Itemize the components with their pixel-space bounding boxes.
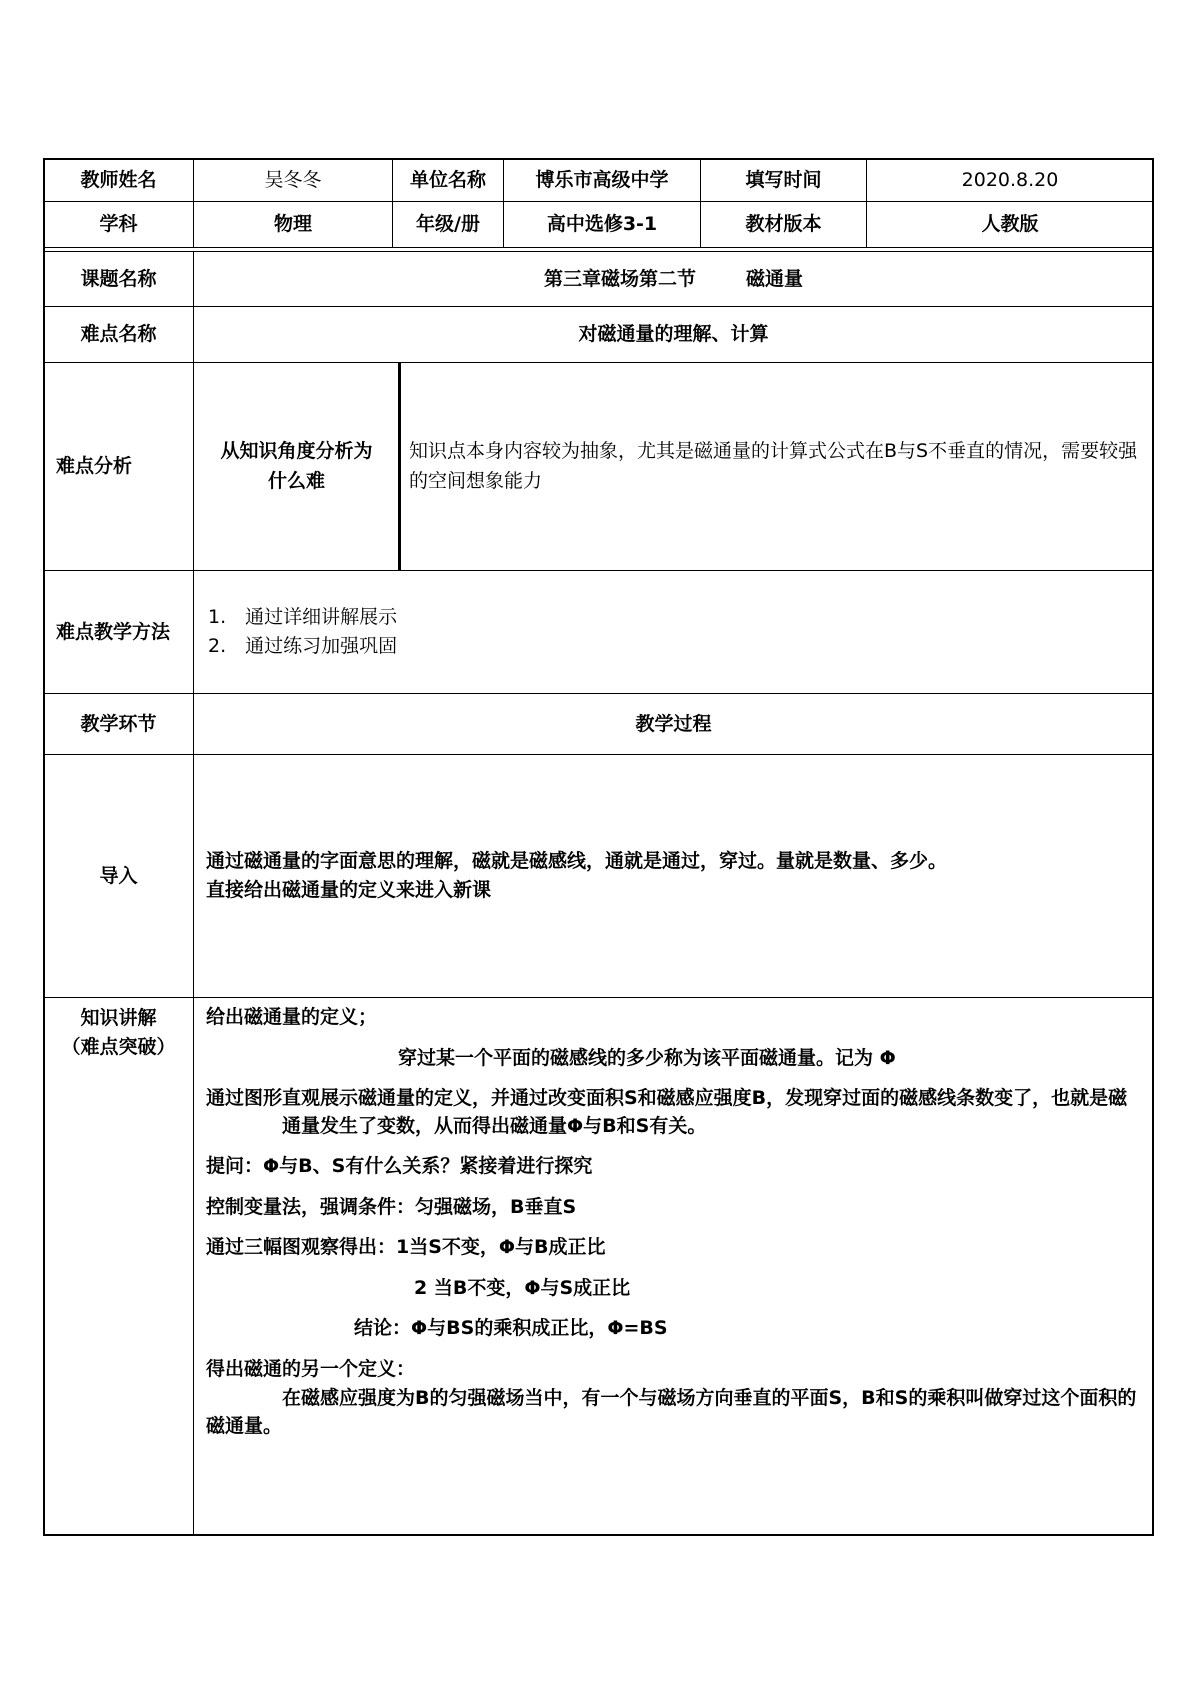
analysis-label xyxy=(43,362,194,571)
lecture-content xyxy=(193,997,1154,1536)
lecture-p10: 在磁感应强度为B的匀强磁场当中，有一个与磁场方向垂直的平面S，B和S的乘积叫做穿过这个面积的磁通量。 xyxy=(206,1387,1137,1438)
date-value: 2020.8.20 xyxy=(866,158,1154,202)
teacher-value: 吴冬冬 xyxy=(193,158,393,202)
unit-label: 单位名称 xyxy=(392,158,504,202)
lecture-label xyxy=(43,997,194,1536)
intro-line-1: 通过磁通量的字面意思的理解，磁就是磁感线，通就是通过，穿过。量就是数量、多少。 xyxy=(206,849,948,872)
date-label: 填写时间 xyxy=(700,158,867,202)
lecture-p4: 提问：Φ与B、S有什么关系？紧接着进行探究 xyxy=(206,1155,593,1178)
lecture-label-line-1: 知识讲解 xyxy=(80,1007,157,1029)
method-label xyxy=(43,570,194,694)
topic-chapter: 第三章磁场第二节 xyxy=(543,267,696,290)
intro-line-2: 直接给出磁通量的定义来进入新课 xyxy=(206,879,492,901)
process-header-value: 教学过程 xyxy=(193,693,1154,755)
analysis-text-content: 知识点本身内容较为抽象，尤其是磁通量的计算式公式在B与S不垂直的情况，需要较强的空间想象能力 xyxy=(409,440,1138,492)
edition-value: 人教版 xyxy=(866,201,1154,248)
intro-content xyxy=(193,754,1154,998)
teacher-label: 教师姓名 xyxy=(43,158,194,202)
subject-value: 物理 xyxy=(193,201,393,248)
grade-value: 高中选修3-1 xyxy=(503,201,701,248)
lecture-p2: 穿过某一个平面的磁感线的多少称为该平面磁通量。记为 Φ xyxy=(398,1046,896,1069)
lecture-label-line-2: （难点突破） xyxy=(61,1035,176,1058)
difficulty-value: 对磁通量的理解、计算 xyxy=(193,306,1154,363)
lecture-p5: 控制变量法，强调条件：匀强磁场，B垂直S xyxy=(206,1195,577,1218)
unit-value: 博乐市高级中学 xyxy=(503,158,701,202)
lecture-p3: 通过图形直观展示磁通量的定义，并通过改变面积S和磁感应强度B，发现穿过面的磁感线条数变了，也就是磁通量发生了变数，从而得出磁通量Φ与B和S有关。 xyxy=(206,1087,1128,1137)
lecture-p7: 2 当B不变，Φ与S成正比 xyxy=(414,1276,631,1299)
analysis-label-text: 难点分析 xyxy=(56,455,133,478)
lecture-p6: 通过三幅图观察得出：1当S不变，Φ与B成正比 xyxy=(206,1236,606,1259)
method-item-1: 1. 通过详细讲解展示 xyxy=(208,605,398,628)
topic-value xyxy=(193,251,1154,307)
subject-label: 学科 xyxy=(43,201,194,248)
topic-label: 课题名称 xyxy=(43,251,194,307)
analysis-text xyxy=(398,362,1154,571)
method-item-2: 2. 通过练习加强巩固 xyxy=(208,635,398,657)
lecture-p1: 给出磁通量的定义； xyxy=(206,1006,378,1028)
grade-label: 年级/册 xyxy=(392,201,504,248)
edition-label: 教材版本 xyxy=(700,201,867,248)
process-header-label: 教学环节 xyxy=(43,693,194,755)
intro-label: 导入 xyxy=(43,754,194,998)
topic-title: 磁通量 xyxy=(746,267,804,290)
difficulty-label: 难点名称 xyxy=(43,306,194,363)
analysis-sub-label: 从知识角度分析为什么难 xyxy=(193,362,400,571)
method-list xyxy=(193,570,1154,694)
lecture-p9: 得出磁通的另一个定义： xyxy=(206,1357,416,1380)
analysis-divider xyxy=(398,362,401,571)
lecture-p8: 结论：Φ与BS的乘积成正比，Φ=BS xyxy=(354,1317,668,1340)
method-label-text: 难点教学方法 xyxy=(56,620,171,643)
